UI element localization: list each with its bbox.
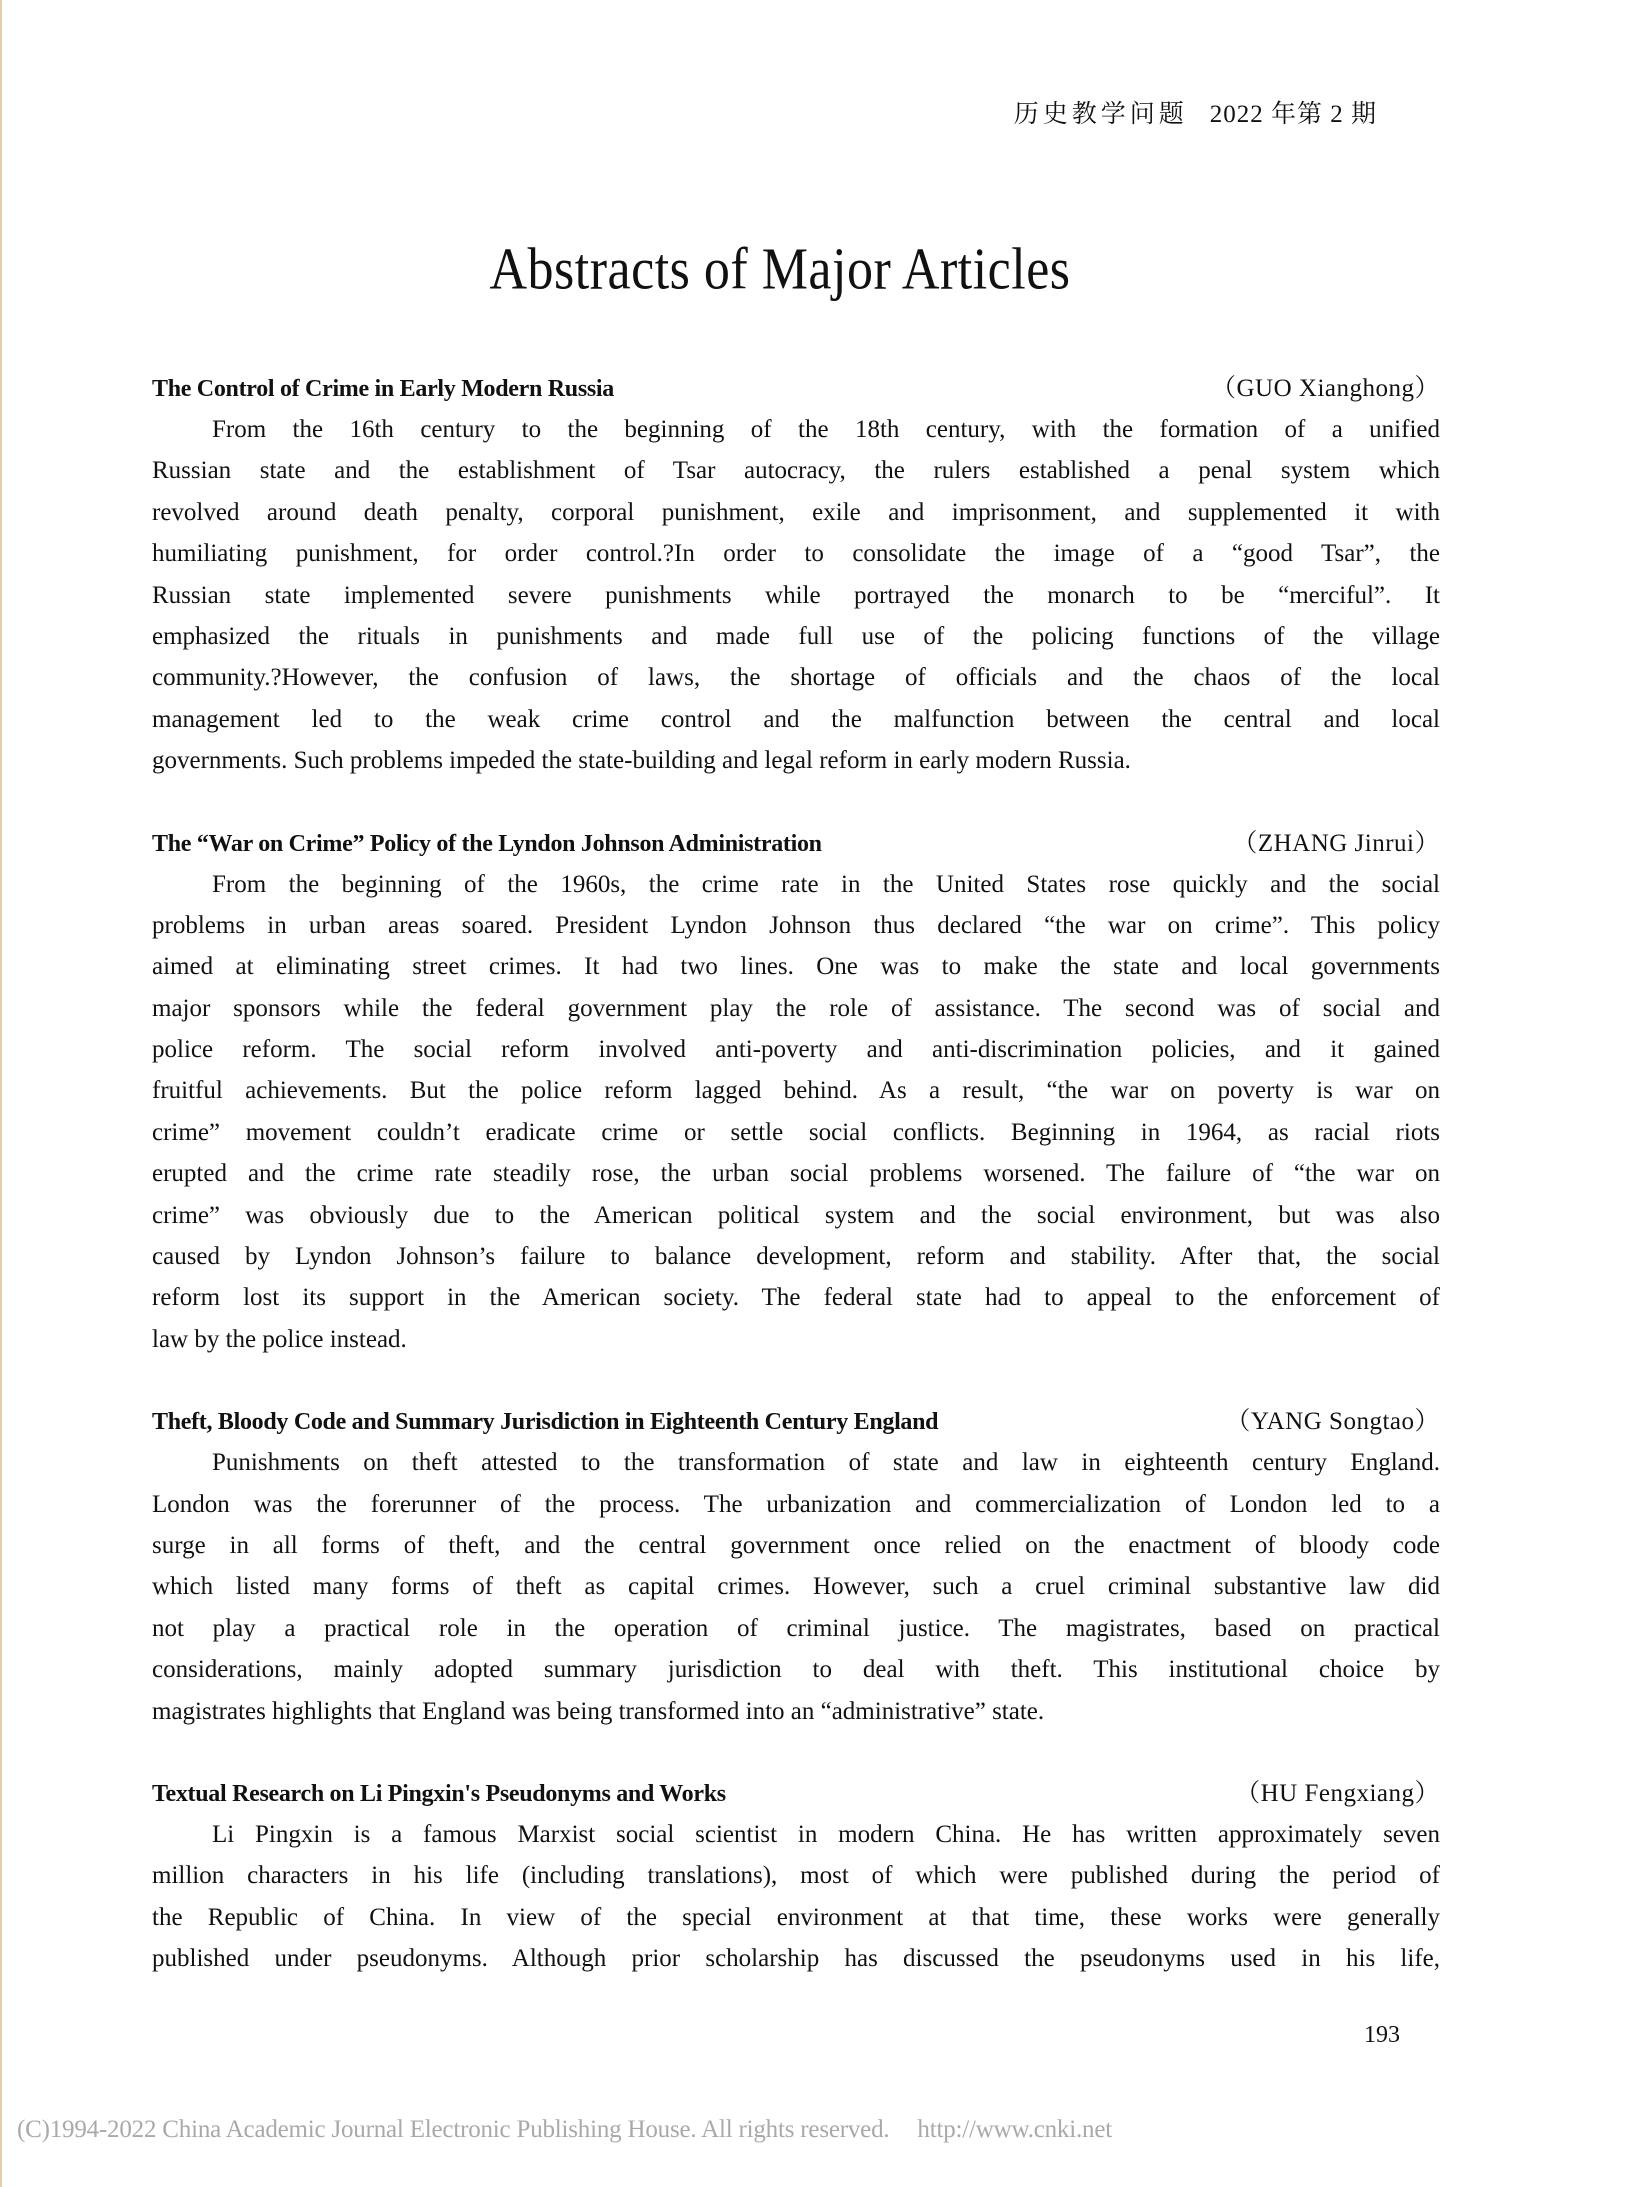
article-abstract [152, 823, 1440, 1361]
abstract-line: million characters in his life (including translations), most of which were published during the period of [152, 1862, 1440, 1890]
abstract-line: the Republic of China. In view of the special environment at that time, these works were generally [152, 1903, 1440, 1931]
abstract-line: revolved around death penalty, corporal punishment, exile and imprisonment, and supplemented it with [152, 498, 1440, 526]
abstract-line: law by the police instead. [152, 1325, 407, 1353]
abstract-line: humiliating punishment, for order control.?In order to consolidate the image of a “good Tsar”, the [152, 540, 1440, 568]
abstract-line: caused by Lyndon Johnson’s failure to balance development, reform and stability. After that, the social [152, 1243, 1440, 1271]
article-abstract [152, 368, 1440, 782]
abstract-line: community.?However, the confusion of laws, the shortage of officials and the chaos of the local [152, 664, 1440, 692]
abstract-line: crime” was obviously due to the American political system and the social environment, but was also [152, 1201, 1440, 1229]
abstract-line: reform lost its support in the American society. The federal state had to appeal to the enforcement of [152, 1284, 1440, 1312]
abstract-line: erupted and the crime rate steadily rose, the urban social problems worsened. The failure of “the war on [152, 1160, 1440, 1188]
page-number: 193 [1364, 2022, 1400, 2048]
abstract-line: problems in urban areas soared. President Lyndon Johnson thus declared “the war on crime”. This policy [152, 911, 1440, 939]
copyright-footer [17, 2116, 1112, 2144]
article-author: （GUO Xianghong） [1210, 375, 1440, 402]
abstract-line: From the 16th century to the beginning of the 18th century, with the formation of a unified [212, 416, 1440, 443]
article-author: （YANG Songtao） [1225, 1408, 1440, 1436]
article-abstract [152, 1773, 1440, 1980]
abstract-text [152, 409, 1440, 782]
journal-name: 历史教学问题 [1013, 101, 1188, 128]
article-title: The Control of Crime in Early Modern Russia [152, 376, 614, 402]
abstract-text [152, 1814, 1440, 1980]
article-header [152, 1773, 1440, 1814]
page-title: Abstracts of Major Articles [489, 236, 1071, 303]
abstract-line: From the beginning of the 1960s, the crime rate in the United States rose quickly and the social [212, 870, 1440, 898]
abstract-text [152, 1442, 1440, 1732]
article-title: The “War on Crime” Policy of the Lyndon Johnson Administration [152, 830, 822, 857]
abstract-line: Russian state and the establishment of Tsar autocracy, the rulers established a penal system which [152, 457, 1440, 485]
abstract-line: Li Pingxin is a famous Marxist social scientist in modern China. He has written approximately seven [212, 1820, 1440, 1848]
abstract-line: Russian state implemented severe punishments while portrayed the monarch to be “merciful”. It [152, 581, 1440, 609]
article-title: Theft, Bloody Code and Summary Jurisdiction in Eighteenth Century England [152, 1409, 939, 1436]
running-header [1014, 94, 1377, 130]
abstract-line: London was the forerunner of the process. The urbanization and commercialization of London led to a [152, 1490, 1440, 1518]
abstract-line: fruitful achievements. But the police reform lagged behind. As a result, “the war on poverty is war on [152, 1077, 1440, 1105]
copyright-text: (C)1994-2022 China Academic Journal Electronic Publishing House. All rights reserved. [17, 2116, 890, 2143]
article-header [152, 368, 1440, 409]
issue-label: 2022 年第 2 期 [1209, 101, 1377, 128]
abstract-line: considerations, mainly adopted summary jurisdiction to deal with theft. This institutional choice by [152, 1656, 1440, 1684]
abstract-line: Punishments on theft attested to the transformation of state and law in eighteenth century England. [212, 1449, 1440, 1477]
abstract-line: which listed many forms of theft as capital crimes. However, such a cruel criminal substantive law did [152, 1573, 1440, 1601]
abstract-line: major sponsors while the federal government play the role of assistance. The second was of social and [152, 994, 1440, 1022]
abstract-line: emphasized the rituals in punishments and made full use of the policing functions of the village [152, 622, 1440, 650]
article-author: （ZHANG Jinrui） [1232, 829, 1440, 857]
abstracts-list [152, 368, 1440, 1980]
abstract-line: published under pseudonyms. Although prior scholarship has discussed the pseudonyms used in his life, [152, 1945, 1440, 1973]
abstract-line: management led to the weak crime control and the malfunction between the central and local [152, 705, 1440, 733]
publisher-link[interactable]: http://www.cnki.net [917, 2116, 1112, 2143]
abstract-line: governments. Such problems impeded the state-building and legal reform in early modern Russia. [152, 747, 1131, 775]
article-abstract [152, 1401, 1440, 1732]
article-header [152, 823, 1440, 864]
page-edge [0, 0, 2, 2187]
abstract-text [152, 864, 1440, 1361]
abstract-line: crime” movement couldn’t eradicate crime or settle social conflicts. Beginning in 1964, as racial riots [152, 1118, 1440, 1146]
abstract-line: not play a practical role in the operation of criminal justice. The magistrates, based on practical [152, 1614, 1440, 1642]
article-header [152, 1401, 1440, 1442]
abstract-line: surge in all forms of theft, and the central government once relied on the enactment of bloody code [152, 1531, 1440, 1559]
abstract-line: magistrates highlights that England was being transformed into an “administrative” state. [152, 1697, 1045, 1725]
article-title: Textual Research on Li Pingxin's Pseudonyms and Works [152, 1780, 726, 1807]
abstract-line: aimed at eliminating street crimes. It had two lines. One was to make the state and local governments [152, 953, 1440, 981]
abstract-line: police reform. The social reform involved anti-poverty and anti-discrimination policies, and it gained [152, 1036, 1440, 1064]
article-author: （HU Fengxiang） [1235, 1779, 1440, 1807]
